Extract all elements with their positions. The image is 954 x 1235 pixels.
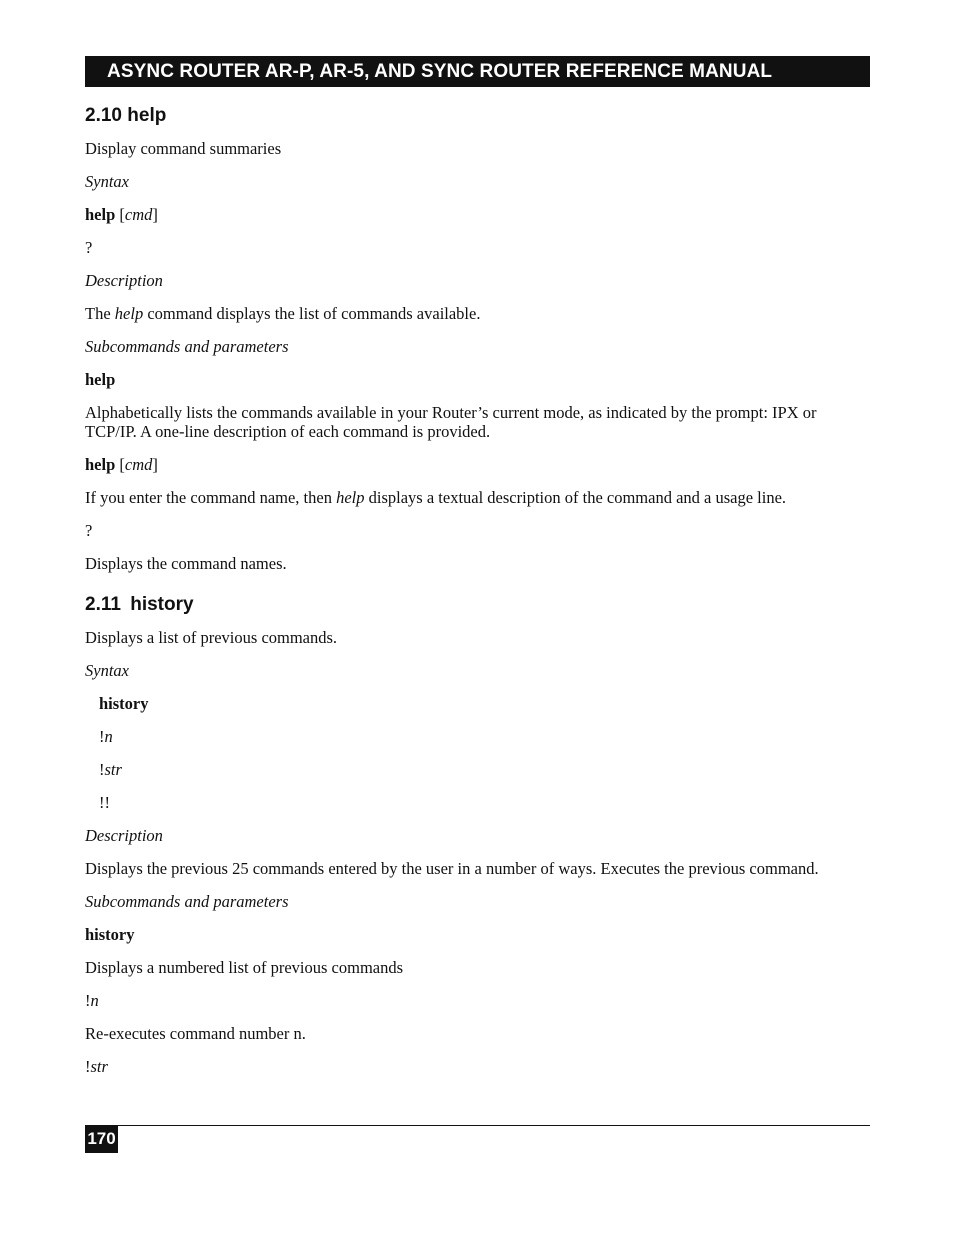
section-summary: Displays a list of previous commands. — [85, 628, 338, 647]
subcommand-text: Re-executes command number n. — [85, 1024, 306, 1043]
page-number: 170 — [85, 1125, 118, 1153]
syntax-argument: n — [104, 727, 113, 746]
subcommand-term — [85, 1058, 870, 1077]
section-title: history — [130, 594, 194, 615]
description-pre: The — [85, 304, 115, 323]
subcommand-term — [85, 992, 870, 1011]
syntax-label: Syntax — [85, 172, 129, 191]
description-label: Description — [85, 826, 163, 845]
subcommand-term: help — [85, 370, 116, 389]
running-header — [85, 56, 870, 87]
syntax-line — [85, 761, 870, 780]
section-title: help — [127, 105, 167, 126]
subcommand-prefix: ! — [85, 1057, 91, 1076]
subcommand-argument: str — [90, 1057, 108, 1076]
subcommand-term — [85, 456, 870, 475]
section-number: 2.10 — [85, 105, 122, 126]
syntax-prefix: ! — [99, 760, 105, 779]
subcommand-text: Displays the command names. — [85, 553, 287, 573]
syntax-command: help — [85, 205, 116, 224]
syntax-prefix: ! — [99, 727, 105, 746]
syntax-label: Syntax — [85, 661, 129, 680]
description-em: help — [114, 304, 144, 323]
footer-rule — [85, 1125, 870, 1126]
syntax-line: !! — [99, 793, 110, 812]
subcommand-argument: cmd — [124, 454, 153, 474]
manual-title: ASYNC ROUTER AR-P, AR-5, AND SYNC ROUTER REFERENCE MANUAL — [107, 61, 773, 82]
syntax-line: history — [99, 694, 149, 713]
syntax-argument: cmd — [124, 205, 153, 224]
bracket-close: ] — [152, 205, 158, 224]
description-text: Displays the previous 25 commands entered by the user in a number of ways. Executes the previous command. — [85, 859, 819, 878]
subcommands-label: Subcommands and parameters — [85, 892, 289, 911]
syntax-line — [85, 206, 870, 225]
bracket-open: [ — [119, 454, 125, 474]
subcommands-label: Subcommands and parameters — [85, 337, 289, 356]
page-content — [85, 102, 870, 1077]
subcommand-term: ? — [85, 520, 93, 540]
subcommand-prefix: ! — [85, 991, 91, 1010]
description-text — [85, 305, 870, 324]
subcommand-text-pre: If you enter the command name, then — [85, 487, 337, 507]
section-number: 2.11 — [85, 594, 121, 615]
subcommand-text-post: displays a textual description of the command and a usage line. — [364, 487, 787, 507]
subcommand-text: Displays a numbered list of previous commands — [85, 958, 404, 977]
description-post: command displays the list of commands available. — [143, 304, 481, 323]
section-summary: Display command summaries — [85, 139, 282, 158]
subcommand-text-em: help — [336, 487, 365, 507]
subcommand-text — [85, 489, 870, 508]
syntax-argument: str — [104, 760, 122, 779]
description-label: Description — [85, 271, 163, 290]
subcommand-term: history — [85, 925, 135, 944]
syntax-line — [85, 728, 870, 747]
section-heading-help — [85, 102, 870, 130]
bracket-close: ] — [152, 454, 158, 474]
syntax-alt: ? — [85, 238, 93, 257]
section-heading-history — [85, 591, 870, 619]
bracket-open: [ — [119, 205, 125, 224]
subcommand-argument: n — [90, 991, 99, 1010]
subcommand-command: help — [85, 454, 116, 474]
subcommand-text: Alphabetically lists the commands available in your Router’s current mode, as indicated by the prompt: IPX or TCP/IP. A one-line description of each command is provided. — [85, 403, 817, 441]
